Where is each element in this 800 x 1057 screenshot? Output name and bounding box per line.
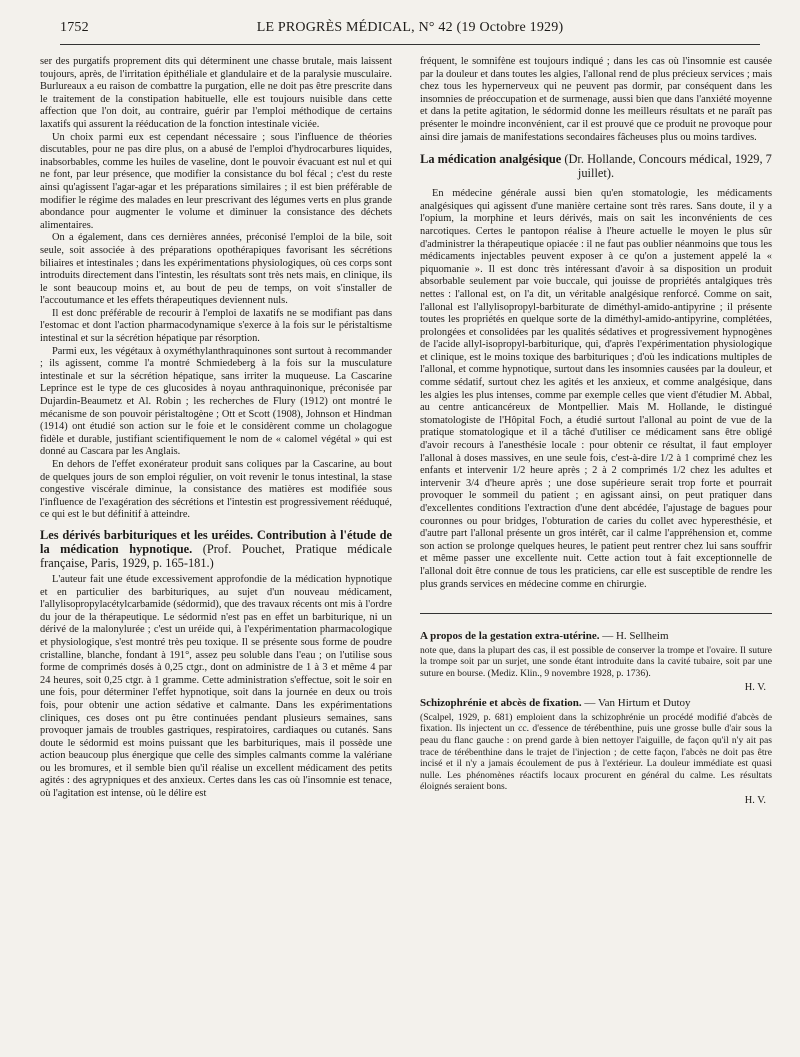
note-title: A propos de la gestation extra-utérine.	[420, 630, 600, 643]
note-text: note que, dans la plupart des cas, il est possible de conserver la trompe et l'ovaire. Il suture la trompe soit par un surjet, une sonde étant introduite dans la cavité tubaire, soit par une suture en bourse. (Mediz. Klin., 9 novembre 1928, p. 1736).	[420, 644, 772, 679]
note-heading	[420, 697, 772, 710]
right-column	[420, 56, 772, 1046]
running-header	[60, 20, 760, 42]
section-divider	[420, 613, 772, 614]
note-heading	[420, 630, 772, 643]
heading-title: La médication analgésique	[420, 152, 562, 167]
note-author: — H. Sellheim	[602, 630, 669, 643]
paragraph: L'auteur fait une étude excessivement approfondie de la médication hypnotique et en particulier des barbituriques, au sujet d'un nouveau médicament, l'allylisopropylacétylcarbamide (sédormid), que des travaux récents ont mis à l'ordre du jour de la thérapeutique. Le sédormid n'est pas en effet un barbiturique, ni un dérivé de la malonylurée ; c'est un uréide qui, à l'expérimentation pharmacologique et physiologique, s'est montré très peu toxique. Il se présente sous forme de poudre cristalline, blanche, fondant à 191°, assez peu soluble dans l'eau ; on l'utilise sous forme de comprimés dosés à 0,25 ctgr., dont on administre de 1 à 3 et même 4 par 24 heures, soit 0,25 ctgr. à 1 gramme. Cette administration s'effectue, soit le soir en une fois, pour déterminer l'effet hypnotique, soit dans la journée en deux ou trois fois, pour obtenir une action sédative et calmante. Dans les expérimentations cliniques, ces doses ont pu être continuées pendant plusieurs semaines, sans provoquer jamais de troubles gastriques, respiratoires, cardiaques ou cutanés. Sans doute le sédormid est moins puissant que les barbituriques, mais il possède une action beaucoup plus énergique que celle des simples calmants comme la valériane ou les bromures, et il semble bien qu'il réalise un excellent médicament des petits agités : des agrypniques et des anxieux. Certes dans les cas où l'insomnie est tenace, où l'agitation est intense, où le délire est	[40, 573, 392, 800]
paragraph: En dehors de l'effet exonérateur produit sans coliques par la Cascarine, au bout de quelques jours de son emploi régulier, on voit revenir le tonus intestinal, la stase congestive viscérale diminue, la consistance des matières est modifiée sous l'influence de l'exagération des sécrétions et l'intestin est progressivement rééduqué, ce qui est le but définitif à atteindre.	[40, 459, 392, 521]
note-signature: H. V.	[744, 681, 766, 693]
paragraph: Un choix parmi eux est cependant nécessaire ; sous l'influence de théories discutables, pour ne pas dire plus, on a abusé de l'emploi d'hydrocarbures liquides, inabsorbables, comme les huiles de vaseline, dont le pouvoir évacuant est nul et qui ne font, par leur présence, que modifier la consistance du bol fécal ; c'est du reste ainsi qu'agissent l'agar-agar et les préparations similaires ; il est bien préférable de modifier le régime des malades en leur prescrivant des légumes verts en plus grande abondance pour augmenter le volume et diminuer la consistance des déchets alimentaires.	[40, 131, 392, 231]
journal-title: LE PROGRÈS MÉDICAL, N° 42 (19 Octobre 1929)	[256, 20, 564, 35]
note-title: Schizophrénie et abcès de fixation.	[420, 697, 582, 710]
heading-reference: (Dr. Hollande, Concours médical, 1929, 7 juillet).	[564, 152, 772, 181]
note-signature: H. V.	[744, 794, 766, 806]
short-notes	[420, 630, 772, 806]
left-column	[40, 56, 392, 1046]
paragraph: En médecine générale aussi bien qu'en stomatologie, les médicaments analgésiques qui agissent d'une manière certaine sont très rares. Sans doute, il y a l'opium, la morphine et leurs dérivés, mais on sait les inconvénients de ces narcotiques. Certes le pantopon réalise à l'heure actuelle le moyen le plus sûr d'administrer la thérapeutique opiacée : il ne faut pas oublier néanmoins que tous les médicaments injectables peuvent exposer à ce qu'on a justement appelé la « piquomanie ». Il est donc très intéressant d'avoir à sa disposition un produit absorbable seulement par voie buccale, qui jouisse de propriétés antalgiques très nettes : l'allonal est, on l'a dit, un véritable analgésique renforcé. Comme on sait, l'allonal est l'allylisopropyl-barbiturate de diméthyl-amido-antipyrine ; il présente toutes les propriétés en quelque sorte de la diméthyl-amido-antipyrine, complétées, prolongées et consolidées par les qualités sédatives et progressivement hypnogènes de l'acide allyl-isopropyl-barbiturique, qui, d'après l'expérimentation physiologique et clinique, est le moins toxique des barbituriques ; d'où les indications multiples de l'allonal, et comme hypnotique, surtout dans les insomnies causées par la douleur, et comme sédatif, surtout chez les agités et les anxieux, et comme analgésique, dans les algies les plus intenses, comme par exemple celles que vient d'étudier M. Abbal, au centre anticancéreux de Montpellier. Mais M. Hollande, le distingué stomatologiste de l'Hôpital Foch, a étudié surtout l'allonal au point de vue de la pratique stomatologique et il a tâché d'utiliser ce médicament sans être obligé d'avoir recours à l'anesthésie locale : pour obtenir ce résultat, il faut employer l'allonal à doses massives, en une seule fois, c'est-à-dire 1/2 à 1 comprimé chez les enfants et intervenir 1/2 heure après ; 2 à 2 comprimés 1/2 chez les adultes et intervenir 3/4 d'heure après ; une dose supérieure serait trop forte et pourrait provoquer le sommeil du patient ; en agissant ainsi, on peut pratiquer dans d'excellentes conditions l'extraction d'une dent abcédée, l'ajustage de bagues pour couronnes ou pour bridges, l'obturation de caries du collet avec hyperesthésie, et d'autre part l'allonal présente un gros intérêt, car il calme l'appréhension et, comme son action se prolonge quelques heures, le patient peut rentrer chez lui sans souffrir et même passer une excellente nuit. Cette action tout à fait exceptionnelle de l'allonal doit être connue de tous les praticiens, car elle est susceptible de rendre les plus grands services en médecine comme en chirurgie.	[420, 188, 772, 590]
header-rule	[60, 44, 760, 45]
heading-reference: (Prof. Pouchet, Pratique médicale française, Paris, 1929, p. 165-181.)	[40, 541, 392, 570]
page-number: 1752	[60, 20, 89, 35]
note-text: (Scalpel, 1929, p. 681) emploient dans la schizophrénie un procédé modifié d'abcès de fixation. Ils injectent un cc. d'essence de térébenthine, puis une grosse bulle d'air sous la peau du flanc gauche : on prend garde à bien nettoyer l'aiguille, de façon qu'il n'y ait pas trace de térébenthine dans le trajet de l'injection ; de cette façon, l'abcès ne doit pas être incisé et il n'y a jamais écoulement de pus à l'extérieur. La douleur immédiate est quasi nulle. Les phénomènes réactifs locaux procurent en général du calme. Les résultats éloignés seraient bons.	[420, 711, 772, 793]
paragraph: Parmi eux, les végétaux à oxyméthylanthraquinones sont surtout à recommander ; ils agissent, comme l'a montré Schmiedeberg à la fois sur la musculature intestinale et sur la sécrétion hépatique, sans irriter la muqueuse. La Cascarine Leprince est le type de ces glucosides à noyau anthraquinonique, préconisée par Dujardin-Beaumetz et Al. Robin ; les recherches de Flury (1912) ont montré le mécanisme de son pouvoir péristaltogène ; Ott et Scott (1908), Johnson et Hindman (1914) ont étudié son action sur le foie et le considèrent comme un cholagogue fidèle et durable, justifiant scientifiquement le nom de « calomel végétal » qui est donné au Cascara par les Anglais.	[40, 345, 392, 458]
paragraph: ser des purgatifs proprement dits qui déterminent une chasse brutale, mais laissent toujours, après, de l'irritation épithéliale et glandulaire et de la paralysie musculaire. Burlureaux a eu raison de combattre la purgation, elle ne doit pas être prescrite dans le traitement de la constipation habituelle, elle est toujours nuisible dans cette affection que l'on doit, au contraire, guérir par l'emploi méthodique de certains laxatifs qui assurent la rééducation de la fonction intestinale viciée.	[40, 56, 392, 130]
note-author: — Van Hirtum et Dutoy	[584, 697, 691, 710]
article-heading	[40, 528, 392, 570]
paragraph: On a également, dans ces dernières années, préconisé l'emploi de la bile, soit seule, soit associée à des préparations opothérapiques favorisant les sécrétions biliaires et intestinales ; dans les expérimentations physiologiques, où ces corps sont introduits directement dans l'intestin, les résultats sont très nets mais, en clinique, ils le sont beaucoup moins et, au bout de peu de temps, on voit s'installer de l'accoutumance et les effets thérapeutiques deviennent nuls.	[40, 232, 392, 307]
article-heading	[420, 152, 772, 180]
paragraph: Il est donc préférable de recourir à l'emploi de laxatifs ne se modifiant pas dans l'estomac et dont l'action pharmacodynamique s'exerce à la fois sur le péristaltisme intestinal et sur la sécrétion hépatique par résorption.	[40, 307, 392, 345]
heading-title: Les dérivés barbituriques et les uréides. Contribution à l'étude de la médication hypnotique.	[40, 527, 392, 556]
paragraph: fréquent, le somnifène est toujours indiqué ; dans les cas où l'insomnie est causée par la douleur et dans toutes les algies, l'allonal rend de plus précieux services ; mais chez tous les hypernerveux qui ne peuvent pas dormir, par conséquent dans les insomnies de préoccupation et de surmenage, aussi bien que dans l'anxiété moyenne et dans la petite agitation, le sédormid donne les meilleurs résultats et ne paraît pas présenter le moindre inconvénient, car il est prouvé que ce produit ne provoque pour ainsi dire jamais de manifestations secondaires fâcheuses plus ou moins tardives.	[420, 56, 772, 143]
